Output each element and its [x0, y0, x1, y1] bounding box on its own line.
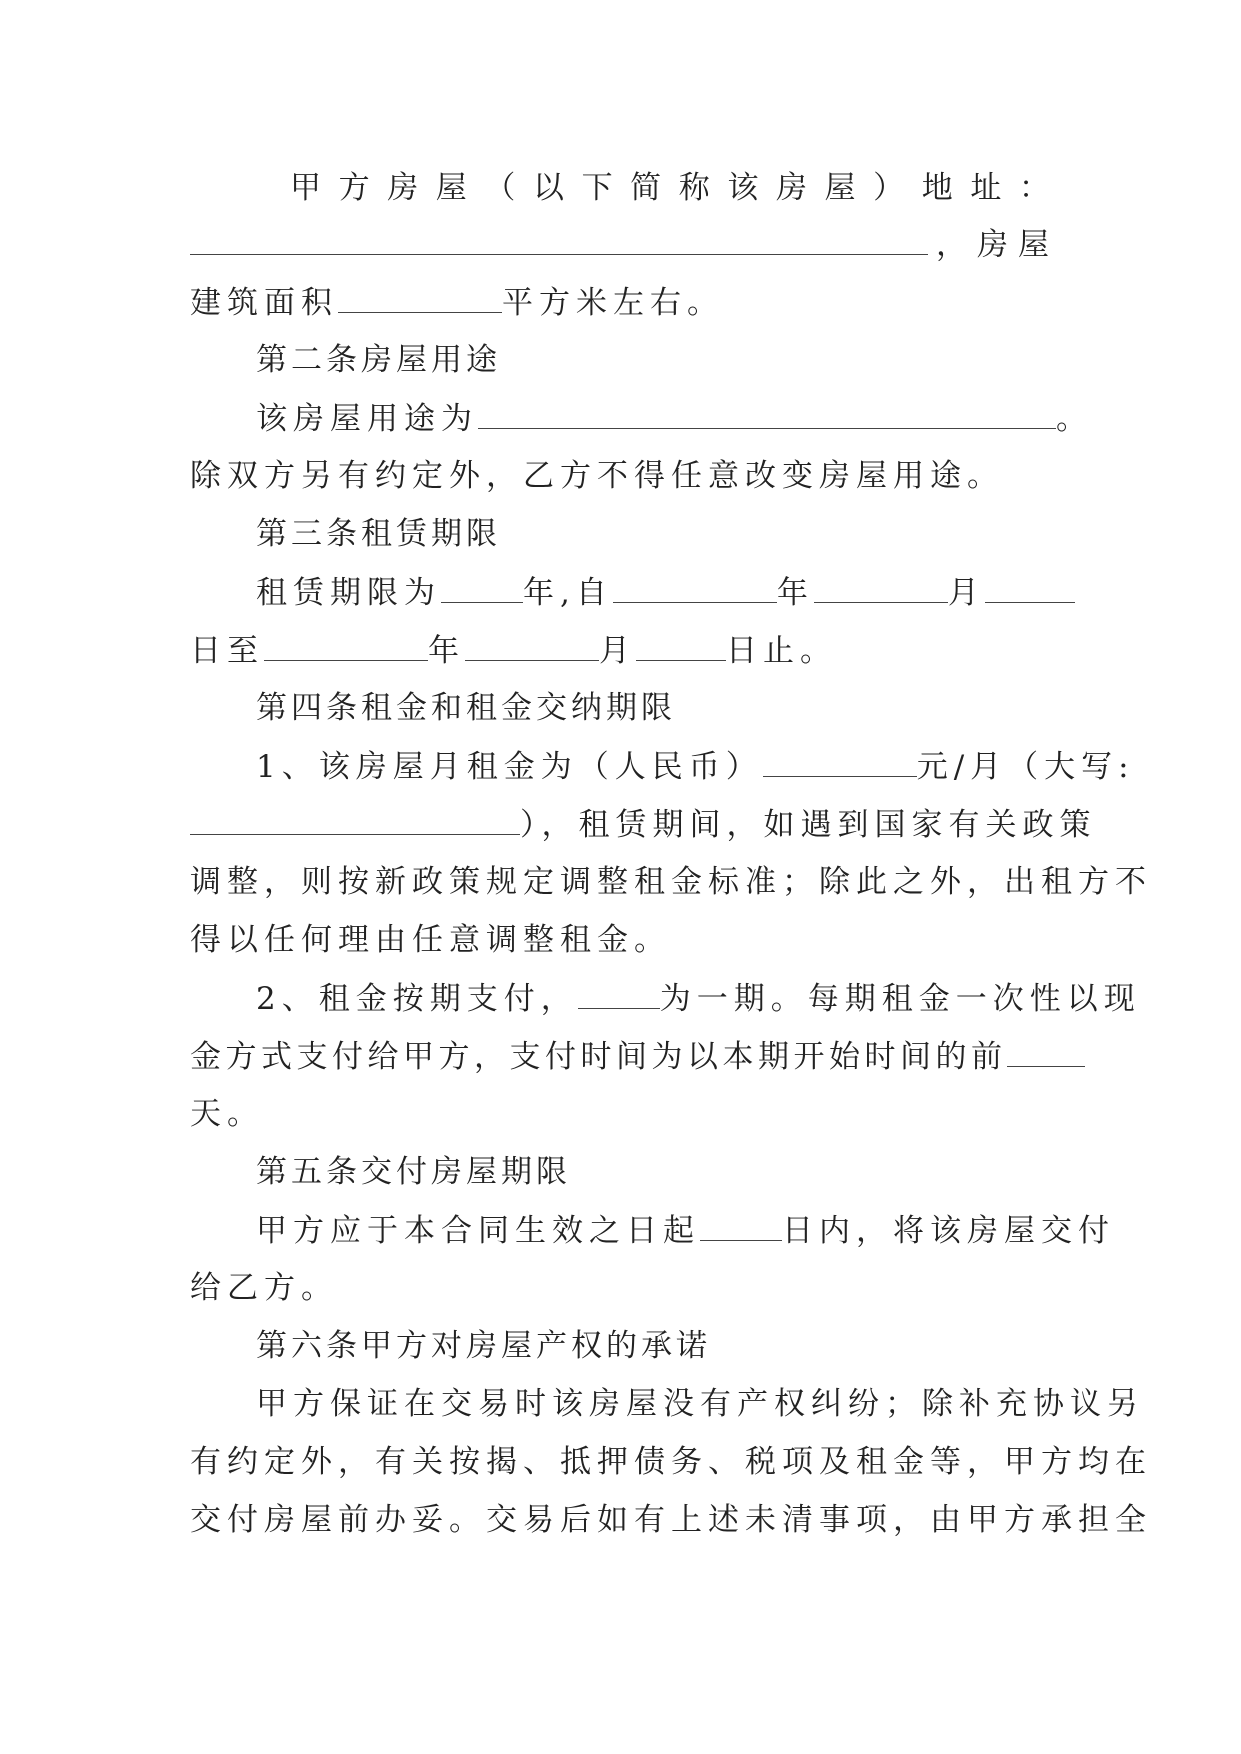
rent-uppercase-blank[interactable]: [190, 804, 520, 835]
address-line: 甲 方 房 屋 （ 以 下 简 称 该 房 屋 ） 地 址 ：: [290, 170, 1050, 206]
clause-6-heading: 第六条甲方对房屋产权的承诺: [256, 1328, 711, 1364]
delivery-line-1: 甲方应于本合同生效之日起 日内，将该房屋交付: [256, 1210, 1050, 1250]
address-blank[interactable]: [190, 224, 928, 255]
title-line-1: 甲方保证在交易时该房屋没有产权纠纷；除补充协议另: [256, 1386, 1144, 1422]
clause-4-heading: 第四条租金和租金交纳期限: [256, 690, 676, 726]
start-year-blank[interactable]: [613, 572, 777, 603]
delivery-days-blank[interactable]: [700, 1210, 782, 1241]
start-month-blank[interactable]: [814, 572, 948, 603]
clause-2-heading: 第二条房屋用途: [256, 342, 501, 378]
address-blank-line: ，房屋: [190, 224, 1050, 264]
end-year-blank[interactable]: [264, 630, 428, 661]
start-day-blank[interactable]: [985, 572, 1075, 603]
usage-note-line: 除双方另有约定外，乙方不得任意改变房屋用途。: [190, 458, 1004, 494]
end-day-blank[interactable]: [636, 630, 726, 661]
area-line: 建筑面积 平方米左右。: [190, 282, 1050, 322]
title-line-3: 交付房屋前办妥。交易后如有上述未清事项，由甲方承担全: [190, 1502, 1152, 1538]
usage-blank[interactable]: [478, 398, 1056, 429]
term-line-2: 日至 年 月 日止。: [190, 630, 1050, 670]
delivery-line-2: 给乙方。: [190, 1270, 338, 1306]
rent-line-3: 调整，则按新政策规定调整租金标准；除此之外，出租方不: [190, 864, 1152, 900]
payment-days-blank[interactable]: [1007, 1036, 1085, 1067]
title-line-2: 有约定外，有关按揭、抵押债务、税项及租金等，甲方均在: [190, 1444, 1152, 1480]
rent-line-4: 得以任何理由任意调整租金。: [190, 922, 671, 958]
clause-3-heading: 第三条租赁期限: [256, 516, 501, 552]
end-month-blank[interactable]: [465, 630, 599, 661]
term-line-1: 租赁期限为 年,自 年 月: [256, 572, 1050, 612]
payment-line-1: 2、租金按期支付， 为一期。每期租金一次性以现: [256, 978, 1050, 1018]
payment-line-2: 金方式支付给甲方，支付时间为以本期开始时间的前: [190, 1036, 1050, 1076]
rent-line-1: 1、该房屋月租金为（人民币） 元/月（大写:: [256, 746, 1050, 786]
area-blank[interactable]: [338, 282, 502, 313]
term-years-blank[interactable]: [441, 572, 523, 603]
usage-line: 该房屋用途为 。: [256, 398, 1076, 438]
payment-period-blank[interactable]: [578, 978, 660, 1009]
monthly-rent-blank[interactable]: [763, 746, 917, 777]
payment-line-3: 天。: [190, 1096, 264, 1132]
clause-5-heading: 第五条交付房屋期限: [256, 1154, 571, 1190]
rent-line-2: ），租赁期间，如遇到国家有关政策: [190, 804, 1050, 844]
